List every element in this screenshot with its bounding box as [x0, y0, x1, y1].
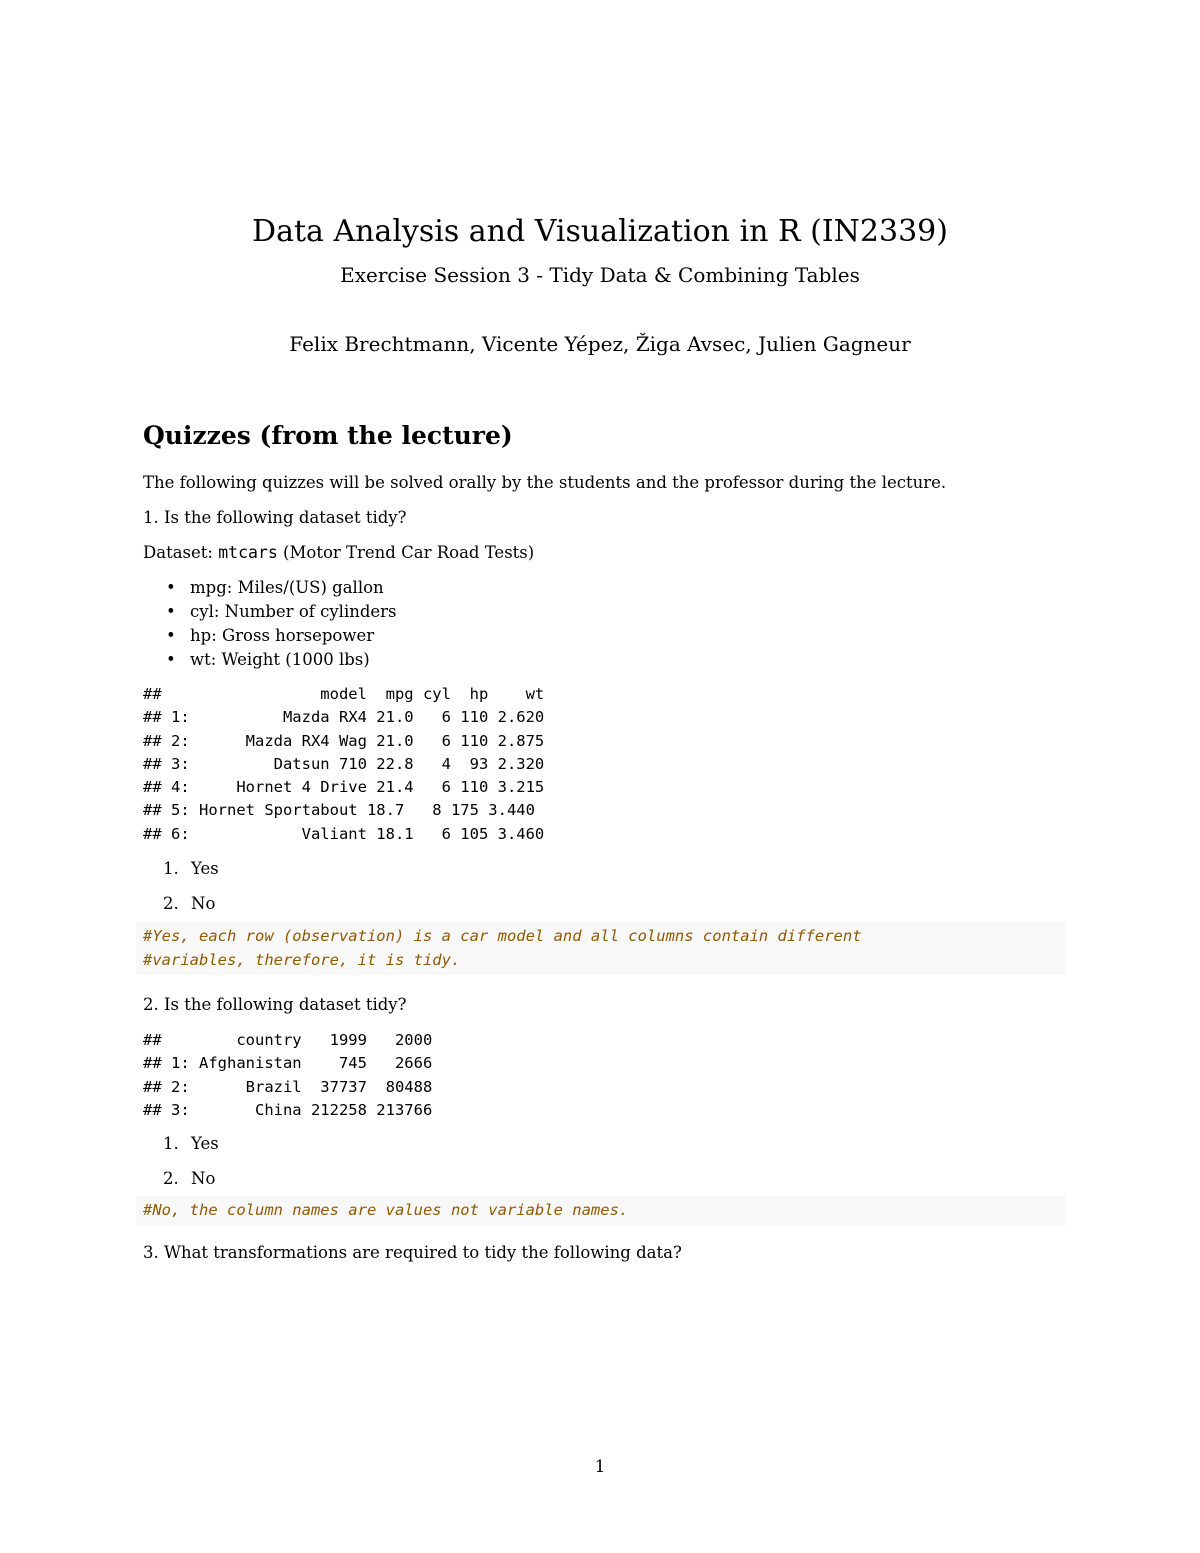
code-line: ## 6: Valiant 18.1 6 105 3.460: [143, 824, 545, 843]
option-item: 1. Yes: [163, 1134, 219, 1153]
list-item: • mpg: Miles/(US) gallon: [166, 576, 397, 600]
document-title: Data Analysis and Visualization in R (IN2339): [252, 214, 948, 249]
code-line: ## 1: Afghanistan 745 2666: [143, 1054, 433, 1073]
quiz1-options: [163, 857, 219, 927]
list-item: • hp: Gross horsepower: [166, 624, 397, 648]
quiz3-question: 3. What transformations are required to tidy the following data?: [143, 1243, 682, 1262]
page-number: 1: [594, 1457, 606, 1477]
variable-list: [166, 576, 397, 672]
bullet-icon: •: [166, 626, 176, 645]
section-intro: The following quizzes will be solved orally by the students and the professor during the lecture.: [143, 473, 947, 492]
code-line: ## 2: Brazil 37737 80488: [143, 1077, 433, 1096]
option-item: 2. No: [163, 894, 216, 913]
quiz1-code-output: [143, 683, 544, 846]
quiz1-dataset-line: [143, 541, 534, 565]
dataset-prefix: Dataset:: [143, 543, 219, 562]
code-line: ## 2: Mazda RX4 Wag 21.0 6 110 2.875: [143, 731, 545, 750]
dataset-name: mtcars: [218, 543, 278, 562]
option-item: 2. No: [163, 1169, 216, 1188]
code-line: ## 5: Hornet Sportabout 18.7 8 175 3.440: [143, 801, 535, 820]
option-item: 1. Yes: [163, 859, 219, 878]
document-subtitle: Exercise Session 3 - Tidy Data & Combining Tables: [340, 263, 860, 287]
bullet-icon: •: [166, 602, 176, 621]
quiz2-options: [163, 1132, 219, 1202]
list-item: • cyl: Number of cylinders: [166, 600, 397, 624]
code-line: ## 4: Hornet 4 Drive 21.4 6 110 3.215: [143, 778, 545, 797]
document-authors: Felix Brechtmann, Vicente Yépez, Žiga Avsec, Julien Gagneur: [289, 332, 911, 356]
quiz2-question: 2. Is the following dataset tidy?: [143, 995, 407, 1014]
code-line: ## country 1999 2000: [143, 1031, 433, 1049]
answer-comment: #No, the column names are values not variable names.: [143, 1201, 629, 1219]
dataset-suffix: (Motor Trend Car Road Tests): [277, 543, 535, 562]
code-line: ## 3: China 212258 213766: [143, 1100, 433, 1119]
answer-comment: #Yes, each row (observation) is a car model and all columns contain different #variables, therefore, it is tidy.: [143, 927, 862, 969]
code-line: ## 1: Mazda RX4 21.0 6 110 2.620: [143, 708, 545, 727]
bullet-icon: •: [166, 578, 176, 597]
code-line: ## 3: Datsun 710 22.8 4 93 2.320: [143, 754, 545, 773]
quiz2-answer-block: [136, 1196, 1066, 1225]
section-heading: Quizzes (from the lecture): [143, 421, 513, 450]
bullet-icon: •: [166, 650, 176, 669]
quiz2-code-output: [143, 1029, 432, 1122]
quiz1-answer-block: [136, 922, 1066, 975]
code-line: ## model mpg cyl hp wt: [143, 685, 545, 703]
list-item: • wt: Weight (1000 lbs): [166, 648, 397, 672]
quiz1-question: 1. Is the following dataset tidy?: [143, 508, 407, 527]
